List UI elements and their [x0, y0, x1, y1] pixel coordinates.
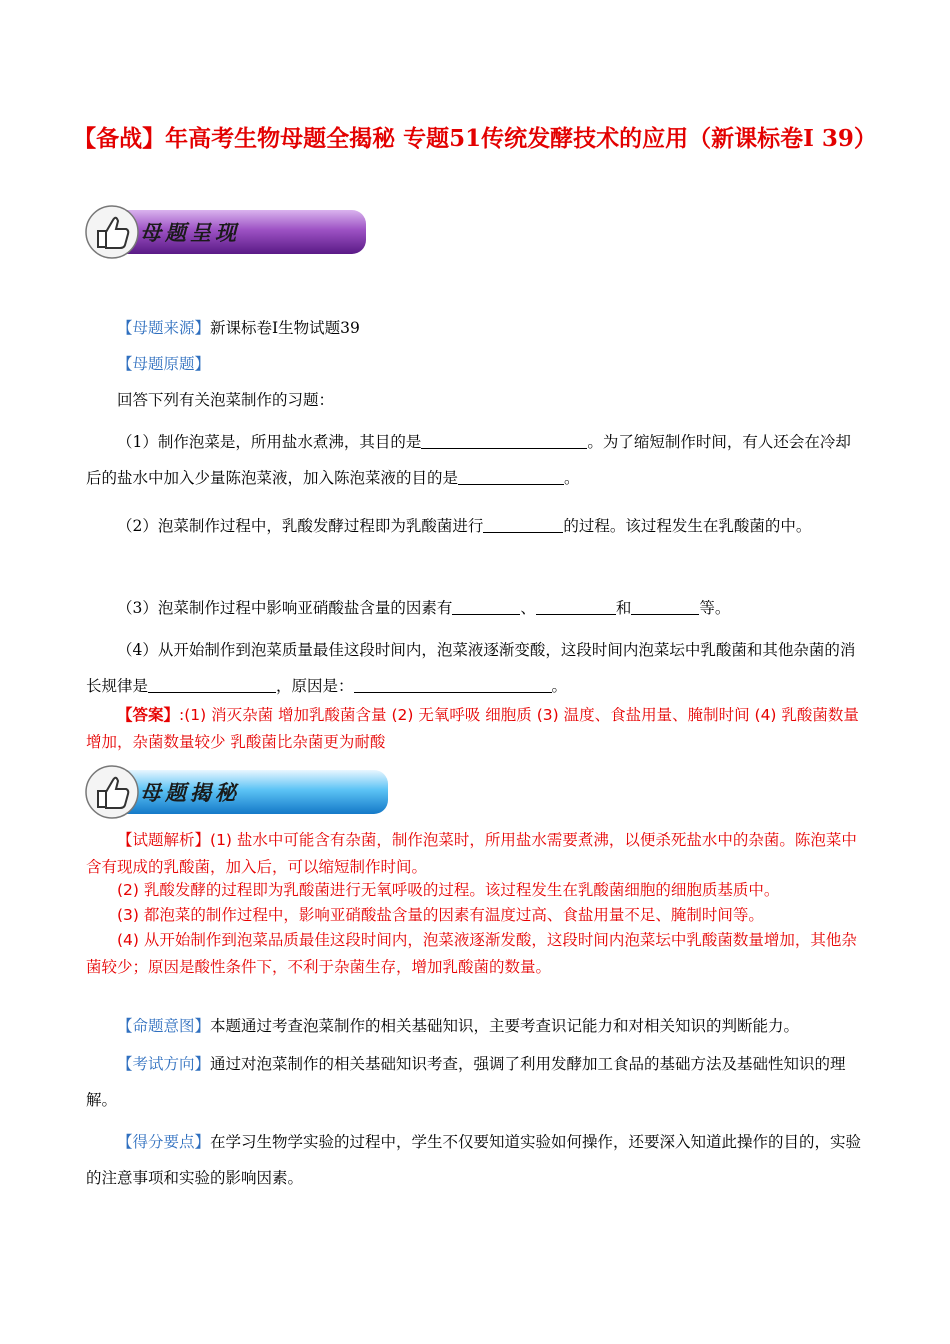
answer-block	[86, 702, 864, 756]
q4-text-c: 。	[551, 677, 568, 695]
answer-blank	[148, 674, 276, 693]
banner-label: 母题呈现	[140, 221, 240, 245]
source-line	[86, 310, 864, 346]
keypoints-line	[86, 1124, 864, 1196]
answer-text: :(1) 消灭杂菌 增加乳酸菌含量 (2) 无氧呼吸 细胞质 (3) 温度、食盐用量、腌制时间 (4) 乳酸菌数量增加，杂菌数量较少 乳酸菌比杂菌更为耐酸	[86, 706, 859, 751]
question-4	[86, 632, 864, 704]
q3-text-c: 和	[615, 599, 632, 617]
answer-blank	[631, 596, 699, 615]
q4-text-b: ，原因是：	[276, 677, 354, 695]
answer-blank	[421, 430, 587, 449]
answer-blank	[483, 514, 563, 533]
analysis-para-3: (3) 都泡菜的制作过程中，影响亚硝酸盐含量的因素有温度过高、食盐用量不足、腌制时间等。	[117, 906, 764, 924]
q1-text-c: 。	[564, 469, 580, 487]
page-title: 【备战】年高考生物母题全揭秘 专题51传统发酵技术的应用（新课标卷Ⅰ 39）	[73, 125, 877, 152]
analysis-para-4: (4) 从开始制作到泡菜品质最佳这段时间内，泡菜液逐渐发酸，这段时间内泡菜坛中乳酸菌数量增加，其他杂菌较少；原因是酸性条件下，不利于杂菌生存，增加乳酸菌的数量。	[86, 931, 857, 976]
q1-text-b: 。为了缩短制作时间，有人还会在冷却后的盐水中加入少量陈泡菜液，加入陈泡菜液的目的是	[86, 433, 851, 487]
answer-blank	[458, 466, 564, 485]
question-intro: 回答下列有关泡菜制作的习题：	[117, 391, 335, 409]
answer-blank	[536, 596, 616, 615]
analysis-tag: 【试题解析】	[117, 831, 211, 849]
source-tag: 【母题来源】	[117, 319, 211, 337]
q2-text-a: （2）泡菜制作过程中，乳酸发酵过程即为乳酸菌进行	[117, 517, 484, 535]
question-1	[86, 424, 864, 496]
analysis-para-2: (2) 乳酸发酵的过程即为乳酸菌进行无氧呼吸的过程。该过程发生在乳酸菌细胞的细胞质基质中。	[117, 881, 780, 899]
q3-text-d: 等。	[699, 599, 731, 617]
direction-line	[86, 1046, 864, 1118]
direction-text: 通过对泡菜制作的相关基础知识考查，强调了利用发酵加工食品的基础方法及基础性知识的理解。	[86, 1055, 846, 1109]
answer-blank	[354, 674, 552, 693]
q4-text-a: （4）从开始制作到泡菜质量最佳这段时间内，泡菜液逐渐变酸，这段时间内泡菜坛中乳酸菌和其他杂菌的消长规律是	[86, 641, 856, 695]
q1-text-a: （1）制作泡菜是，所用盐水煮沸，其目的是	[117, 433, 422, 451]
keypoints-tag: 【得分要点】	[117, 1133, 211, 1151]
intent-tag: 【命题意图】	[117, 1017, 211, 1035]
original-line	[86, 346, 864, 382]
original-tag: 【母题原题】	[117, 355, 211, 373]
answer-blank	[452, 596, 520, 615]
q2-text-b: 的过程。该过程发生在乳酸菌的中。	[563, 517, 812, 535]
analysis-p1: (1) 盐水中可能含有杂菌，制作泡菜时，所用盐水需要煮沸，以便杀死盐水中的杂菌。陈泡菜中含有现成的乳酸菌，加入后，可以缩短制作时间。	[86, 831, 857, 876]
section-banner-presentation	[84, 206, 366, 258]
q3-text-a: （3）泡菜制作过程中影响亚硝酸盐含量的因素有	[117, 599, 453, 617]
section-banner-analysis	[84, 766, 388, 818]
thumbs-up-icon	[84, 764, 140, 820]
question-2	[86, 508, 864, 544]
intent-line	[86, 1008, 864, 1044]
question-3	[86, 590, 864, 626]
banner-label: 母题揭秘	[140, 781, 240, 805]
source-text: 新课标卷Ⅰ生物试题39	[210, 319, 360, 337]
thumbs-up-icon	[84, 204, 140, 260]
analysis-para-1	[86, 827, 864, 881]
intent-text: 本题通过考查泡菜制作的相关基础知识，主要考查识记能力和对相关知识的判断能力。	[210, 1017, 800, 1035]
answer-tag: 【答案】	[117, 706, 180, 724]
keypoints-text: 在学习生物学实验的过程中，学生不仅要知道实验如何操作，还要深入知道此操作的目的，实验的注意事项和实验的影响因素。	[86, 1133, 862, 1187]
direction-tag: 【考试方向】	[117, 1055, 211, 1073]
q3-text-b: 、	[520, 599, 536, 617]
